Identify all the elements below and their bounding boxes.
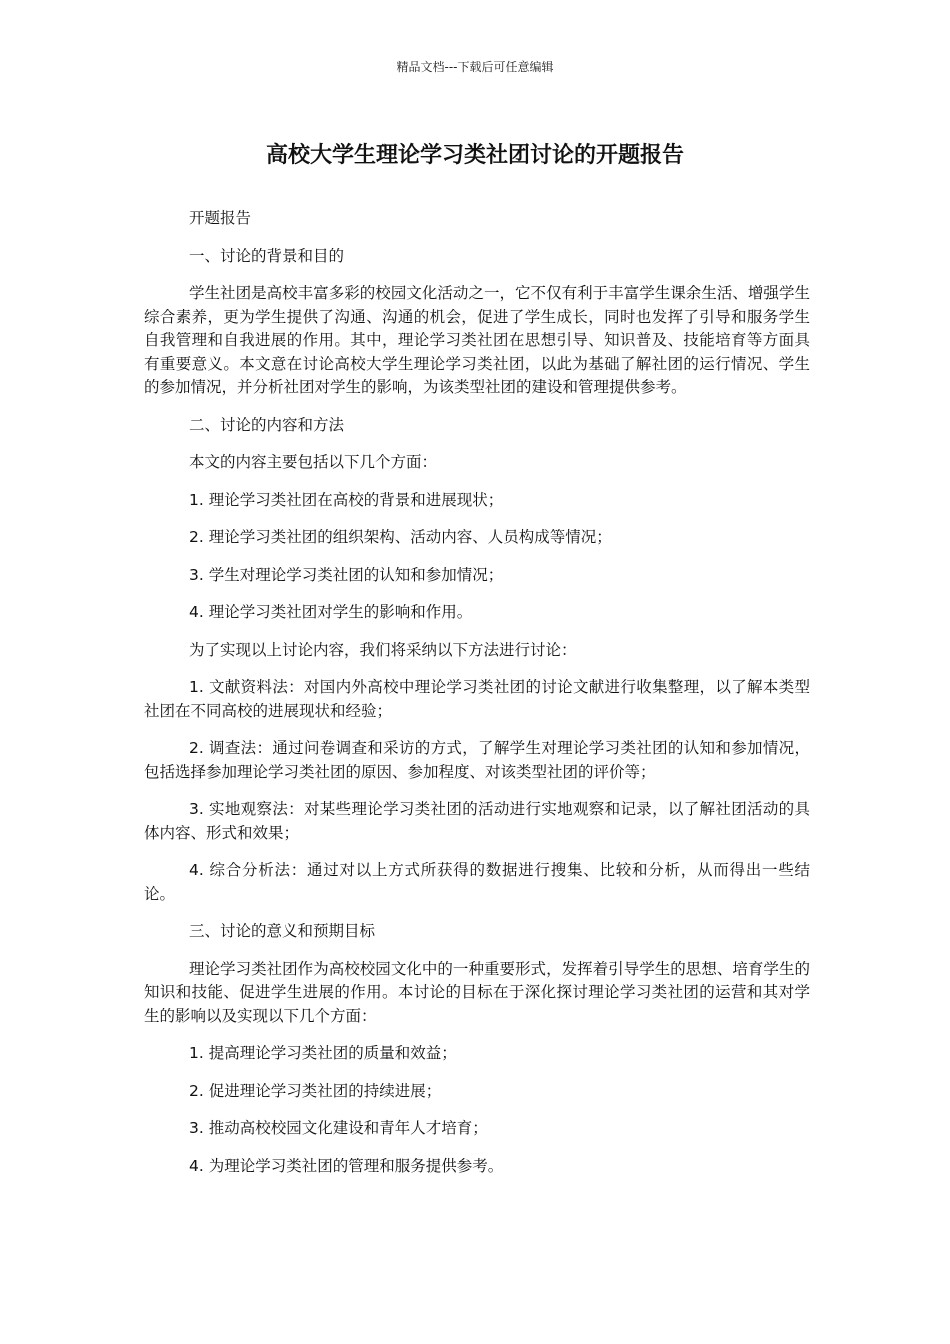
list-item-goal-3: 3. 推动高校校园文化建设和青年人才培育； xyxy=(189,1119,488,1137)
list-item-method-2: 2. 调查法：通过问卷调查和采访的方式，了解学生对理论学习类社团的认知和参加情况，包括选择参加理论学习类社团的原因、参加程度、对该类型社团的评价等； xyxy=(144,739,810,781)
paragraph-report-label: 开题报告 xyxy=(189,209,252,227)
paragraph-method-intro: 为了实现以上讨论内容，我们将采纳以下方法进行讨论： xyxy=(189,640,577,659)
list-item-goal-2: 2. 促进理论学习类社团的持续进展； xyxy=(189,1081,442,1100)
list-item-method-3: 3. 实地观察法：对某些理论学习类社团的活动进行实地观察和记录，以了解社团活动的具体内容、形式和效果； xyxy=(144,800,810,842)
list-item-content-1: 1. 理论学习类社团在高校的背景和进展现状； xyxy=(189,490,504,509)
section-heading-background: 一、讨论的背景和目的 xyxy=(189,246,345,265)
list-item-goal-4: 4. 为理论学习类社团的管理和服务提供参考。 xyxy=(189,1156,504,1175)
list-item-content-2: 2. 理论学习类社团的组织架构、活动内容、人员构成等情况； xyxy=(189,528,612,546)
running-header: 精品文档---下载后可任意编辑 xyxy=(396,60,554,74)
document-body xyxy=(144,207,810,1192)
list-item-content-4: 4. 理论学习类社团对学生的影响和作用。 xyxy=(189,603,473,621)
list-item-content-3: 3. 学生对理论学习类社团的认知和参加情况； xyxy=(189,565,504,584)
list-item-goal-1: 1. 提高理论学习类社团的质量和效益； xyxy=(189,1044,457,1062)
document-title: 高校大学生理论学习类社团讨论的开题报告 xyxy=(265,143,684,168)
list-item-method-1: 1. 文献资料法：对国内外高校中理论学习类社团的讨论文献进行收集整理，以了解本类型社团在不同高校的进展现状和经验； xyxy=(144,678,810,720)
paragraph-significance: 理论学习类社团作为高校校园文化中的一种重要形式，发挥着引导学生的思想、培育学生的知识和技能、促进学生进展的作用。本讨论的目标在于深化探讨理论学习类社团的运营和其对学生的影响以及实现以下几个方面： xyxy=(144,959,810,1025)
list-item-method-4: 4. 综合分析法：通过对以上方式所获得的数据进行搜集、比较和分析，从而得出一些结论。 xyxy=(144,861,810,903)
section-heading-significance: 三、讨论的意义和预期目标 xyxy=(189,922,376,940)
paragraph-content-intro: 本文的内容主要包括以下几个方面： xyxy=(189,453,438,471)
paragraph-background: 学生社团是高校丰富多彩的校园文化活动之一，它不仅有利于丰富学生课余生活、增强学生综合素养，更为学生提供了沟通、沟通的机会，促进了学生成长，同时也发挥了引导和服务学生自我管理和自我进展的作用。其中，理论学习类社团在思想引导、知识普及、技能培育等方面具有重要意义。本文意在讨论高校大学生理论学习类社团，以此为基础了解社团的运行情况、学生的参加情况，并分析社团对学生的影响，为该类型社团的建设和管理提供参考。 xyxy=(144,284,810,396)
section-heading-content-method: 二、讨论的内容和方法 xyxy=(189,415,345,434)
